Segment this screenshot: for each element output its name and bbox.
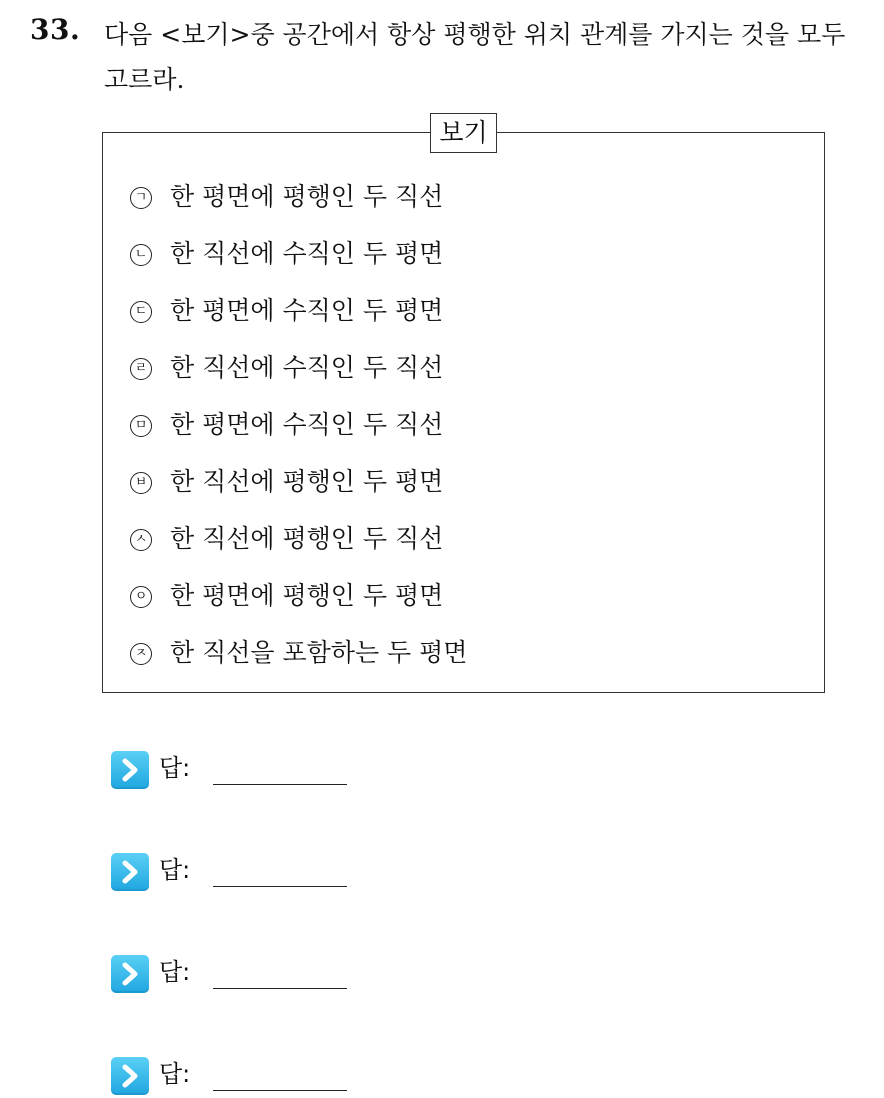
bogi-item-text: 한 직선에 평행인 두 직선 [170,524,444,553]
bogi-title: 보기 [430,113,497,153]
answer-label: 답: [159,958,191,986]
bogi-item [130,632,467,689]
bogi-item [130,575,467,632]
answer-blank[interactable] [213,1090,347,1091]
answer-row [111,850,411,890]
chevron-right-icon [111,1057,149,1095]
bogi-item-text: 한 평면에 수직인 두 평면 [170,296,444,325]
chevron-right-icon [111,751,149,789]
bogi-item-marker: ㄹ [130,358,152,380]
bogi-item [130,461,467,518]
answer-row [111,952,411,992]
answer-row [111,1054,411,1094]
bogi-item-text: 한 직선에 평행인 두 평면 [170,467,444,496]
bogi-item-text: 한 직선을 포함하는 두 평면 [170,638,468,667]
answer-blank[interactable] [213,886,347,887]
answer-label: 답: [159,754,191,782]
bogi-item-text: 한 평면에 수직인 두 직선 [170,410,444,439]
bogi-item-marker: ㅂ [130,472,152,494]
bogi-list [130,176,467,689]
chevron-right-icon [111,853,149,891]
bogi-item-text: 한 직선에 수직인 두 직선 [170,353,444,382]
bogi-item-marker: ㅈ [130,643,152,665]
bogi-item-text: 한 평면에 평행인 두 직선 [170,182,444,211]
question-number: 33. [30,13,81,46]
bogi-item [130,518,467,575]
bogi-item [130,347,467,404]
bogi-item-text: 한 평면에 평행인 두 평면 [170,581,444,610]
bogi-item-marker: ㅇ [130,586,152,608]
chevron-right-icon [111,955,149,993]
bogi-item [130,404,467,461]
bogi-item-marker: ㅁ [130,415,152,437]
answer-blank[interactable] [213,784,347,785]
bogi-item-text: 한 직선에 수직인 두 평면 [170,239,444,268]
bogi-item-marker: ㄴ [130,244,152,266]
answer-row [111,748,411,788]
answer-label: 답: [159,856,191,884]
bogi-item-marker: ㄷ [130,301,152,323]
bogi-item-marker: ㄱ [130,187,152,209]
bogi-item-marker: ㅅ [130,529,152,551]
bogi-item [130,233,467,290]
question-text: 다음 <보기>중 공간에서 항상 평행한 위치 관계를 가지는 것을 모두 고르라. [104,20,846,94]
answer-label: 답: [159,1060,191,1088]
bogi-item [130,290,467,347]
answer-blank[interactable] [213,988,347,989]
bogi-item [130,176,467,233]
